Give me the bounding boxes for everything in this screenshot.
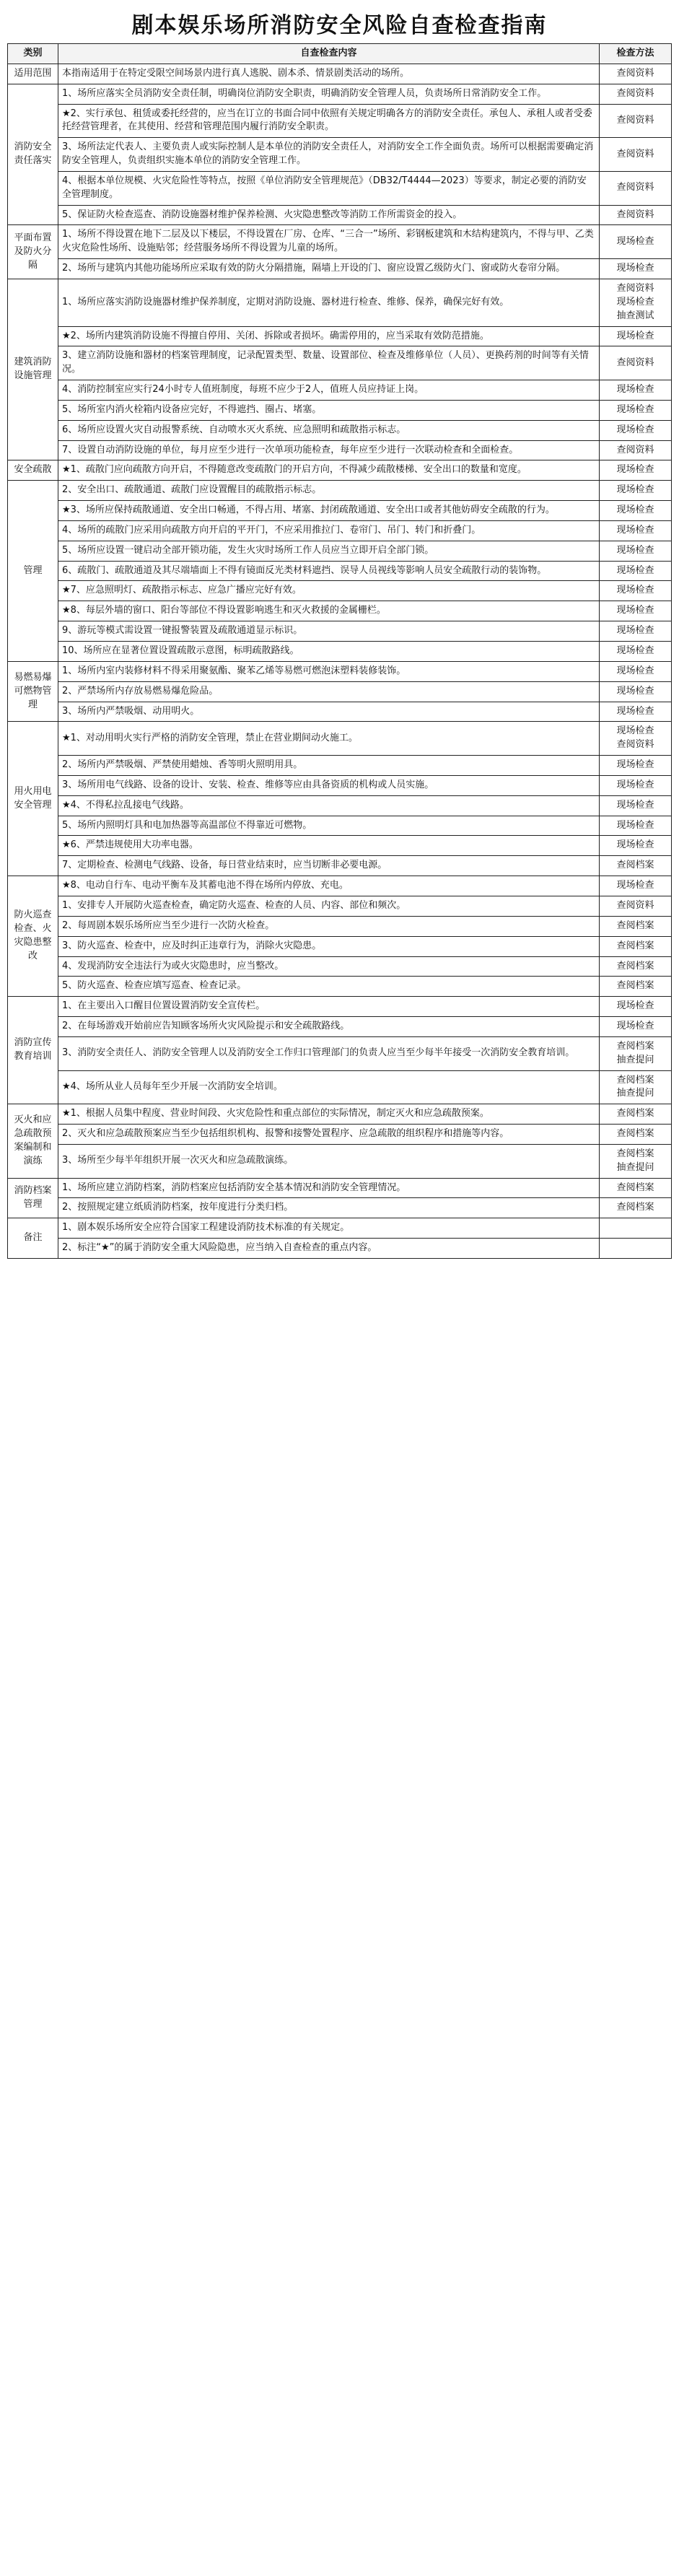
method-cell: 现场检查 (600, 420, 672, 440)
category-cell: 管理 (8, 481, 58, 662)
table-row (8, 440, 672, 460)
method-cell: 现场检查 (600, 225, 672, 259)
method-cell: 现场检查 (600, 541, 672, 561)
table-row (8, 380, 672, 401)
table-row (8, 225, 672, 259)
method-cell: 现场检查 (600, 501, 672, 521)
header-category: 类别 (8, 44, 58, 64)
method-cell: 现场检查 (600, 326, 672, 346)
content-cell: 3、防火巡查、检查中，应及时纠正违章行为，消除火灾隐患。 (58, 936, 600, 956)
content-cell: 10、场所应在显著位置设置疏散示意图，标明疏散路线。 (58, 642, 600, 662)
method-cell: 查阅资料 (600, 440, 672, 460)
method-cell: 现场检查 (600, 520, 672, 541)
category-cell: 防火巡查检查、火灾隐患整改 (8, 876, 58, 997)
method-cell: 现场检查 (600, 795, 672, 816)
method-cell: 查阅资料 (600, 346, 672, 380)
content-cell: 1、剧本娱乐场所安全应符合国家工程建设消防技术标准的有关规定。 (58, 1218, 600, 1239)
method-cell: 查阅档案 (600, 916, 672, 936)
content-cell: ★1、疏散门应向疏散方向开启，不得随意改变疏散门的开启方向，不得减少疏散楼梯、安全出口的数量和宽度。 (58, 460, 600, 481)
category-cell: 安全疏散 (8, 460, 58, 481)
content-cell: 2、场所与建筑内其他功能场所应采取有效的防火分隔措施，隔墙上开设的门、窗应设置乙级防火门、窗或防火卷帘分隔。 (58, 259, 600, 279)
header-content: 自查检查内容 (58, 44, 600, 64)
content-cell: 3、建立消防设施和器材的档案管理制度，记录配置类型、数量、设置部位、检查及维修单位（人员）、更换药剂的时间等有关情况。 (58, 346, 600, 380)
table-row (8, 1239, 672, 1259)
table-row (8, 816, 672, 836)
method-cell: 查阅档案 抽查提问 (600, 1036, 672, 1070)
table-row (8, 722, 672, 756)
content-cell: ★8、电动自行车、电动平衡车及其蓄电池不得在场所内停放、充电。 (58, 876, 600, 896)
table-row (8, 997, 672, 1017)
content-cell: 1、场所应建立消防档案，消防档案应包括消防安全基本情况和消防安全管理情况。 (58, 1178, 600, 1198)
method-cell (600, 1218, 672, 1239)
table-row (8, 621, 672, 642)
method-cell: 查阅资料 (600, 84, 672, 104)
content-cell: ★2、场所内建筑消防设施不得擅自停用、关闭、拆除或者损坏。确需停用的，应当采取有效防范措施。 (58, 326, 600, 346)
table-row (8, 856, 672, 876)
table-row (8, 541, 672, 561)
method-cell: 查阅资料 (600, 104, 672, 138)
method-cell: 查阅资料 (600, 171, 672, 205)
method-cell: 查阅资料 (600, 896, 672, 916)
table-header-row (8, 44, 672, 64)
method-cell: 现场检查 (600, 581, 672, 601)
category-cell: 建筑消防设施管理 (8, 279, 58, 460)
method-cell: 现场检查 (600, 380, 672, 401)
content-cell: 3、场所内严禁吸烟、动用明火。 (58, 702, 600, 722)
method-cell: 查阅档案 (600, 1125, 672, 1145)
table-row (8, 977, 672, 997)
table-row (8, 876, 672, 896)
category-cell: 消防宣传教育培训 (8, 997, 58, 1104)
content-cell: 1、场所不得设置在地下二层及以下楼层，不得设置在厂房、仓库、“三合一”场所、彩钢板建筑和木结构建筑内，不得与甲、乙类火灾危险性场所、设施贴邻；经营服务场所不得设置为儿童的场所。 (58, 225, 600, 259)
content-cell: 7、定期检查、检测电气线路、设备，每日营业结束时，应当切断非必要电源。 (58, 856, 600, 876)
method-cell: 现场检查 (600, 775, 672, 795)
content-cell: 3、消防安全责任人、消防安全管理人以及消防安全工作归口管理部门的负责人应当至少每半年接受一次消防安全教育培训。 (58, 1036, 600, 1070)
table-row (8, 104, 672, 138)
table-body (8, 64, 672, 1258)
page (7, 0, 672, 1273)
category-cell: 平面布置及防火分隔 (8, 225, 58, 279)
table-row (8, 205, 672, 225)
method-cell: 查阅档案 (600, 977, 672, 997)
method-cell: 查阅资料 (600, 64, 672, 84)
content-cell: ★2、实行承包、租赁或委托经营的，应当在订立的书面合同中依照有关规定明确各方的消防安全责任。承包人、承租人或者受委托经营管理者，在其使用、经营和管理范围内履行消防安全职责。 (58, 104, 600, 138)
content-cell: ★1、根据人员集中程度、营业时间段、火灾危险性和重点部位的实际情况，制定灭火和应急疏散预案。 (58, 1104, 600, 1125)
method-cell: 现场检查 (600, 836, 672, 856)
content-cell: 4、消防控制室应实行24小时专人值班制度，每班不应少于2人，值班人员应持证上岗。 (58, 380, 600, 401)
content-cell: 9、游玩等模式需设置一键报警装置及疏散通道显示标识。 (58, 621, 600, 642)
table-row (8, 259, 672, 279)
method-cell: 现场检查 (600, 621, 672, 642)
category-cell: 适用范围 (8, 64, 58, 84)
method-cell (600, 1239, 672, 1259)
content-cell: 4、场所的疏散门应采用向疏散方向开启的平开门，不应采用推拉门、卷帘门、吊门、转门和折叠门。 (58, 520, 600, 541)
content-cell: 2、按照规定建立纸质消防档案，按年度进行分类归档。 (58, 1198, 600, 1218)
content-cell: 1、安排专人开展防火巡查检查，确定防火巡查、检查的人员、内容、部位和频次。 (58, 896, 600, 916)
table-row (8, 916, 672, 936)
content-cell: 2、安全出口、疏散通道、疏散门应设置醒目的疏散指示标志。 (58, 481, 600, 501)
table-row (8, 279, 672, 326)
content-cell: 3、场所至少每半年组织开展一次灭火和应急疏散演练。 (58, 1144, 600, 1178)
table-row (8, 936, 672, 956)
content-cell: 2、在每场游戏开始前应告知顾客场所火灾风险提示和安全疏散路线。 (58, 1017, 600, 1037)
table-row (8, 581, 672, 601)
table-row (8, 1104, 672, 1125)
method-cell: 查阅资料 (600, 205, 672, 225)
method-cell: 现场检查 (600, 1017, 672, 1037)
content-cell: 1、场所内室内装修材料不得采用聚氨酯、聚苯乙烯等易燃可燃泡沫塑料装修装饰。 (58, 661, 600, 681)
table-row (8, 84, 672, 104)
method-cell: 查阅档案 (600, 1198, 672, 1218)
content-cell: ★4、不得私拉乱接电气线路。 (58, 795, 600, 816)
table-row (8, 64, 672, 84)
method-cell: 现场检查 (600, 601, 672, 621)
content-cell: 2、严禁场所内存放易燃易爆危险品。 (58, 681, 600, 702)
table-row (8, 1218, 672, 1239)
method-cell: 现场检查 (600, 259, 672, 279)
content-cell: ★7、应急照明灯、疏散指示标志、应急广播应完好有效。 (58, 581, 600, 601)
content-cell: 4、发现消防安全违法行为或火灾隐患时，应当整改。 (58, 956, 600, 977)
table-row (8, 520, 672, 541)
content-cell: ★4、场所从业人员每年至少开展一次消防安全培训。 (58, 1070, 600, 1104)
table-row (8, 561, 672, 581)
checklist-table (7, 43, 672, 1259)
method-cell: 现场检查 (600, 481, 672, 501)
method-cell: 现场检查 查阅资料 (600, 722, 672, 756)
table-row (8, 702, 672, 722)
header-method: 检查方法 (600, 44, 672, 64)
content-cell: 5、防火巡查、检查应填写巡查、检查记录。 (58, 977, 600, 997)
content-cell: 3、场所用电气线路、设备的设计、安装、检查、维修等应由具备资质的机构或人员实施。 (58, 775, 600, 795)
content-cell: 2、标注“★”的属于消防安全重大风险隐患，应当纳入自查检查的重点内容。 (58, 1239, 600, 1259)
table-row (8, 601, 672, 621)
content-cell: 5、场所内照明灯具和电加热器等高温部位不得靠近可燃物。 (58, 816, 600, 836)
category-cell: 灭火和应急疏散预案编制和演练 (8, 1104, 58, 1178)
category-cell: 易燃易爆可燃物管理 (8, 661, 58, 722)
content-cell: 4、根据本单位规模、火灾危险性等特点，按照《单位消防安全管理规范》（DB32/T4444—2023）等要求，制定必要的消防安全管理制度。 (58, 171, 600, 205)
table-row (8, 1036, 672, 1070)
content-cell: 2、每周剧本娱乐场所应当至少进行一次防火检查。 (58, 916, 600, 936)
method-cell: 查阅档案 抽查提问 (600, 1070, 672, 1104)
method-cell: 现场检查 (600, 661, 672, 681)
category-cell: 消防安全责任落实 (8, 84, 58, 225)
content-cell: 5、场所应设置一键启动全部开锁功能，发生火灾时场所工作人员应当立即开启全部门锁。 (58, 541, 600, 561)
table-row (8, 956, 672, 977)
method-cell: 现场检查 (600, 460, 672, 481)
table-row (8, 326, 672, 346)
method-cell: 现场检查 (600, 642, 672, 662)
category-cell: 备注 (8, 1218, 58, 1259)
content-cell: 6、疏散门、疏散通道及其尽端墙面上不得有镜面反光类材料遮挡、误导人员视线等影响人员安全疏散行动的装饰物。 (58, 561, 600, 581)
content-cell: 1、场所应落实消防设施器材维护保养制度，定期对消防设施、器材进行检查、维修、保养，确保完好有效。 (58, 279, 600, 326)
method-cell: 现场检查 (600, 400, 672, 420)
method-cell: 查阅档案 (600, 1104, 672, 1125)
content-cell: 5、场所室内消火栓箱内设备应完好，不得遮挡、圈占、堵塞。 (58, 400, 600, 420)
method-cell: 现场检查 (600, 876, 672, 896)
table-row (8, 681, 672, 702)
table-row (8, 1178, 672, 1198)
table-row (8, 642, 672, 662)
table-row (8, 1198, 672, 1218)
method-cell: 查阅资料 现场检查 抽查测试 (600, 279, 672, 326)
method-cell: 现场检查 (600, 702, 672, 722)
method-cell: 查阅档案 (600, 956, 672, 977)
page-title: 剧本娱乐场所消防安全风险自查检查指南 (131, 13, 548, 38)
content-cell: 1、在主要出入口醒目位置设置消防安全宣传栏。 (58, 997, 600, 1017)
table-row (8, 756, 672, 776)
table-row (8, 1125, 672, 1145)
method-cell: 查阅档案 (600, 936, 672, 956)
table-row (8, 836, 672, 856)
content-cell: 1、场所应落实全员消防安全责任制，明确岗位消防安全职责，明确消防安全管理人员，负责场所日常消防安全工作。 (58, 84, 600, 104)
table-row (8, 501, 672, 521)
content-cell: 5、保证防火检查巡查、消防设施器材维护保养检测、火灾隐患整改等消防工作所需资金的投入。 (58, 205, 600, 225)
table-row (8, 481, 672, 501)
table-row (8, 1144, 672, 1178)
table-row (8, 795, 672, 816)
content-cell: 本指南适用于在特定受限空间场景内进行真人逃脱、剧本杀、情景剧类活动的场所。 (58, 64, 600, 84)
table-row (8, 420, 672, 440)
method-cell: 查阅资料 (600, 138, 672, 172)
content-cell: 6、场所应设置火灾自动报警系统、自动喷水灭火系统、应急照明和疏散指示标志。 (58, 420, 600, 440)
table-row (8, 1017, 672, 1037)
content-cell: 7、设置自动消防设施的单位，每月应至少进行一次单项功能检查，每年应至少进行一次联动检查和全面检查。 (58, 440, 600, 460)
table-row (8, 138, 672, 172)
method-cell: 现场检查 (600, 816, 672, 836)
content-cell: ★3、场所应保持疏散通道、安全出口畅通，不得占用、堵塞、封闭疏散通道、安全出口或者其他妨碍安全疏散的行为。 (58, 501, 600, 521)
method-cell: 现场检查 (600, 681, 672, 702)
category-cell: 用火用电安全管理 (8, 722, 58, 876)
method-cell: 现场检查 (600, 561, 672, 581)
content-cell: 2、场所内严禁吸烟、严禁使用蜡烛、香等明火照明用具。 (58, 756, 600, 776)
method-cell: 现场检查 (600, 997, 672, 1017)
content-cell: ★6、严禁违规使用大功率电器。 (58, 836, 600, 856)
content-cell: ★8、每层外墙的窗口、阳台等部位不得设置影响逃生和灭火救援的金属栅栏。 (58, 601, 600, 621)
table-row (8, 896, 672, 916)
method-cell: 查阅档案 (600, 856, 672, 876)
method-cell: 现场检查 (600, 756, 672, 776)
method-cell: 查阅档案 (600, 1178, 672, 1198)
table-row (8, 171, 672, 205)
table-row (8, 1070, 672, 1104)
table-row (8, 661, 672, 681)
content-cell: 2、灭火和应急疏散预案应当至少包括组织机构、报警和接警处置程序、应急疏散的组织程序和措施等内容。 (58, 1125, 600, 1145)
content-cell: 3、场所法定代表人、主要负责人或实际控制人是本单位的消防安全责任人，对消防安全工作全面负责。场所可以根据需要确定消防安全管理人，负责组织实施本单位的消防安全管理工作。 (58, 138, 600, 172)
table-row (8, 346, 672, 380)
method-cell: 查阅档案 抽查提问 (600, 1144, 672, 1178)
table-row (8, 775, 672, 795)
category-cell: 消防档案管理 (8, 1178, 58, 1218)
table-row (8, 460, 672, 481)
table-row (8, 400, 672, 420)
content-cell: ★1、对动用明火实行严格的消防安全管理，禁止在营业期间动火施工。 (58, 722, 600, 756)
